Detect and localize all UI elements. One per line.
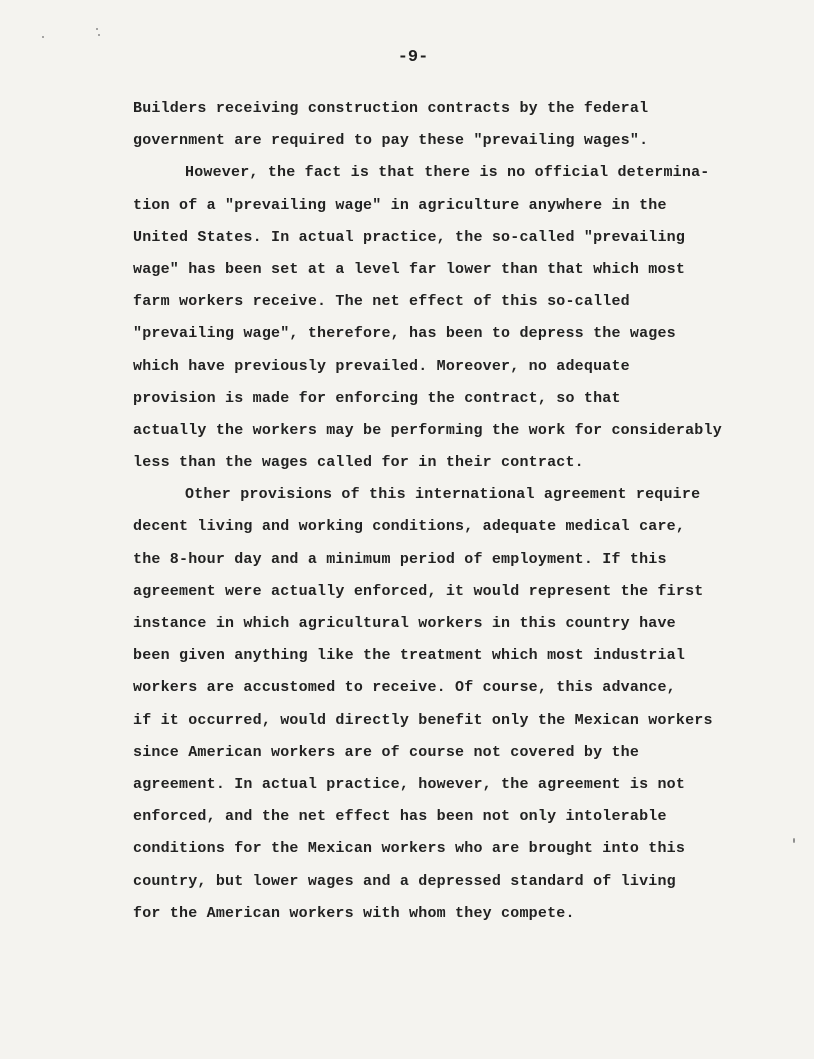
text-line: since American workers are of course not covered by the	[133, 743, 640, 761]
text-line: provision is made for enforcing the contract, so that	[133, 389, 621, 407]
text-line: tion of a "prevailing wage" in agriculture anywhere in the	[133, 196, 667, 214]
text-line: which have previously prevailed. Moreover, no adequate	[133, 357, 630, 375]
text-line: However, the fact is that there is no official determina-	[185, 164, 710, 182]
text-line: farm workers receive. The net effect of this so-called	[133, 293, 630, 311]
text-line: if it occurred, would directly benefit only the Mexican workers	[133, 711, 713, 729]
paper-speck	[793, 838, 795, 843]
text-line: less than the wages called for in their contract.	[133, 454, 584, 472]
text-line: wage" has been set at a level far lower than that which most	[133, 260, 686, 278]
text-line: workers are accustomed to receive. Of course, this advance,	[133, 679, 676, 697]
text-line: government are required to pay these "prevailing wages".	[133, 132, 649, 150]
page-number: -9-	[397, 48, 429, 67]
text-line: Other provisions of this international agreement require	[185, 486, 701, 504]
text-line: actually the workers may be performing the work for considerably	[133, 421, 722, 439]
text-line: Builders receiving construction contracts by the federal	[133, 100, 649, 117]
text-line: the 8-hour day and a minimum period of employment. If this	[133, 550, 667, 568]
text-line: United States. In actual practice, the so-called "prevailing	[133, 228, 686, 246]
text-line: instance in which agricultural workers in this country have	[133, 615, 676, 632]
text-line: agreement were actually enforced, it would represent the first	[133, 582, 704, 600]
text-line: been given anything like the treatment which most industrial	[133, 647, 686, 665]
text-line: enforced, and the net effect has been not only intolerable	[133, 808, 667, 826]
text-line: conditions for the Mexican workers who are brought into this	[133, 840, 686, 858]
text-line: agreement. In actual practice, however, the agreement is not	[133, 775, 686, 793]
paper-speck	[96, 28, 98, 30]
body-text	[133, 93, 773, 930]
paper-speck	[98, 34, 100, 36]
text-line: country, but lower wages and a depressed standard of living	[133, 872, 676, 890]
text-line: for the American workers with whom they compete.	[133, 904, 575, 922]
text-line: decent living and working conditions, adequate medical care,	[133, 518, 686, 536]
text-line: "prevailing wage", therefore, has been to depress the wages	[133, 325, 676, 343]
paper-speck	[42, 36, 44, 38]
